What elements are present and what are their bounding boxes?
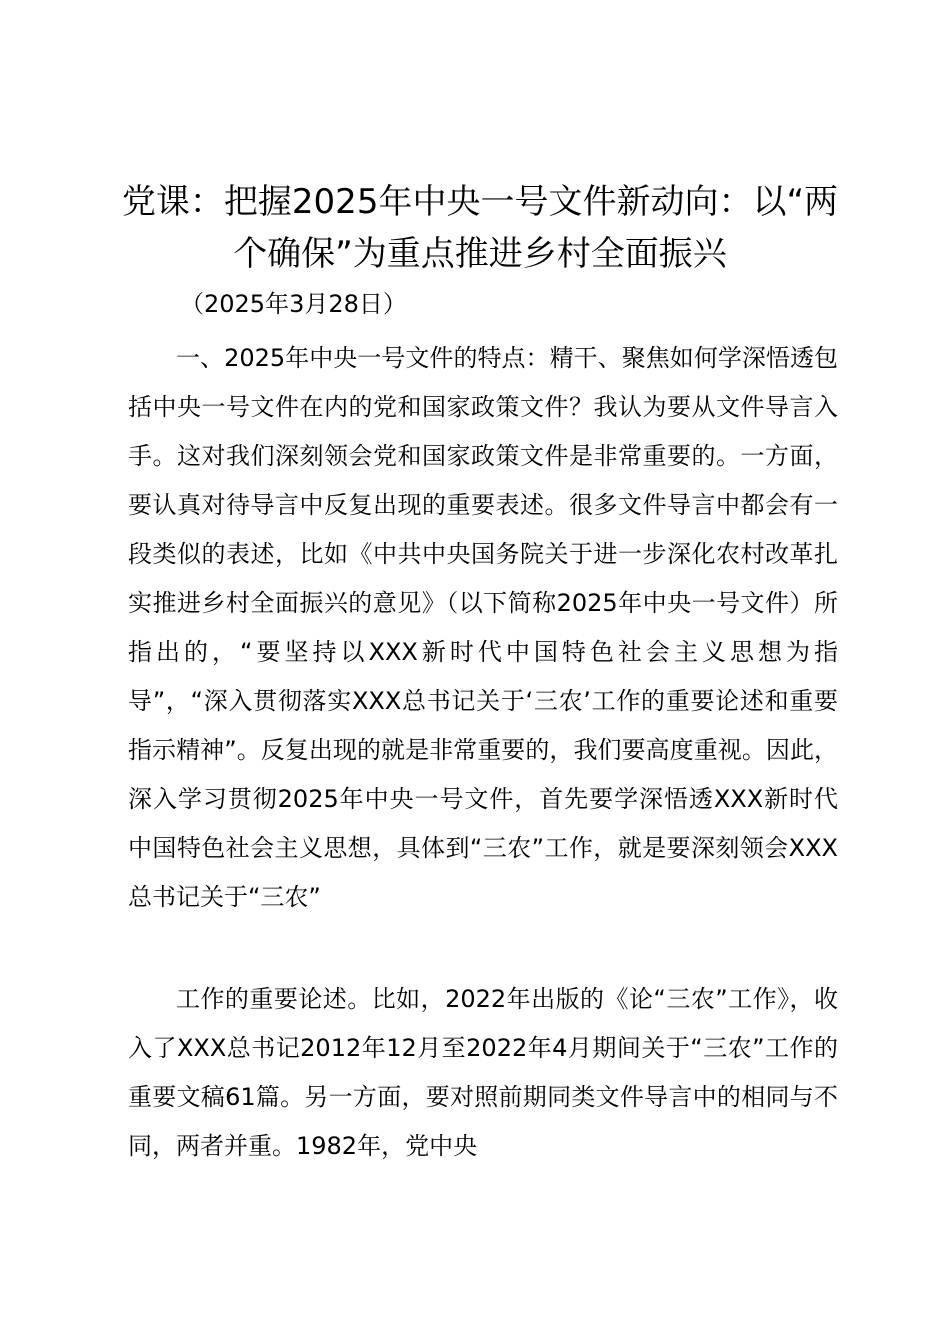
body-paragraph-1: 一、2025年中央一号文件的特点：精干、聚焦如何学深悟透包括中央一号文件在内的党和国家政策文件？我认为要从文件导言入手。这对我们深刻领会党和国家政策文件是非常重要的。一方面，要认真对待导言中反复出现的重要表述。很多文件导言中都会有一段类似的表述，比如《中共中央国务院关于进一步深化农村改革扎实推进乡村全面振兴的意见》（以下简称2025年中央一号文件）所指出的，“要坚持以XXX新时代中国特色社会主义思想为指导”，“深入贯彻落实XXX总书记关于‘三农’工作的重要论述和重要指示精神”。反复出现的就是非常重要的，我们要高度重视。因此，深入学习贯彻2025年中央一号文件，首先要学深悟透XXX新时代中国特色社会主义思想，具体到“三农”工作，就是要深刻领会XXX总书记关于“三农” [128,344,838,911]
document-date: （2025年3月28日） [180,290,407,318]
document-title: 党课：把握2025年中央一号文件新动向：以“两个确保”为重点推进乡村全面振兴 [121,182,839,274]
body-paragraph-2: 工作的重要论述。比如，2022年出版的《论“三农”工作》，收入了XXX总书记2012年12月至2022年4月期间关于“三农”工作的重要文稿61篇。另一方面，要对照前期同类文件导言中的相同与不同，两者并重。1982年，党中央 [128,985,838,1160]
